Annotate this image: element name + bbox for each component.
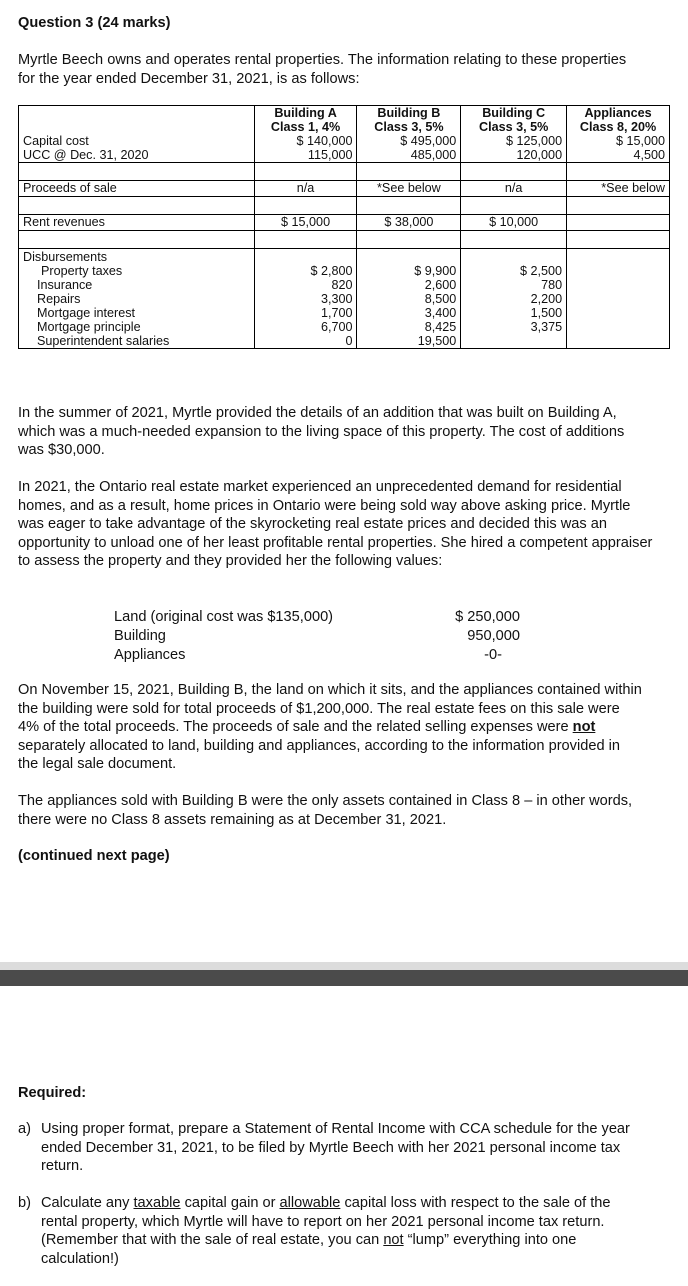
cell-value: 2,600 [424, 278, 457, 292]
required-a-marker: a) [18, 1121, 31, 1137]
cell-value: $ 140,000 [296, 134, 353, 148]
paragraph-addition: In the summer of 2021, Myrtle provided the details of an addition that was built on Building A, which was a much-needed expansion to the living space of this property. The cost of additions was $30,000. [18, 405, 625, 459]
cell-value: 2,200 [530, 292, 563, 306]
col-header-name: Appliances [584, 106, 652, 120]
appraisal-label: Appliances [114, 647, 186, 663]
rent-row [19, 215, 670, 231]
col-header-class: Class 1, 4% [270, 120, 341, 134]
row-label: Proceeds of sale [19, 181, 255, 197]
row-label: Repairs [37, 292, 81, 306]
page-gap [0, 962, 688, 970]
disbursements-row [19, 249, 670, 349]
col-header-name: Building C [482, 106, 546, 120]
appraisal-label: Land (original cost was $135,000) [114, 609, 334, 625]
cell-value: 3,300 [320, 292, 353, 306]
row-label: UCC @ Dec. 31, 2020 [23, 148, 149, 162]
cell-value: $ 2,500 [520, 264, 563, 278]
paragraph-class8: The appliances sold with Building B were the only assets contained in Class 8 – in other words, there were no Class 8 assets remaining as at December 31, 2021. [18, 793, 633, 828]
b-underlined: taxable [133, 1195, 181, 1211]
spacer-row [19, 197, 670, 215]
appraisal-label: Building [114, 628, 166, 644]
cell-value: $ 15,000 [254, 215, 357, 231]
sale-text: separately allocated to land, building and appliances, according to the information provided in the legal sale document. [18, 737, 620, 773]
row-label: Superintendent salaries [37, 334, 170, 348]
appraisal-value: -0- [484, 647, 502, 663]
col-header-class: Class 8, 20% [579, 120, 657, 134]
cell-value: 3,375 [530, 320, 563, 334]
b-underlined: not [383, 1232, 404, 1249]
cell-value: 485,000 [410, 148, 457, 162]
cell-value: 8,500 [424, 292, 457, 306]
spacer-row [19, 231, 670, 249]
b-text: capital loss with respect to the sale of the rental property, which Myrtle will have to report on her 2021 personal income tax return. (Remember that with the sale of real estate, you can [41, 1195, 611, 1249]
proceeds-row [19, 181, 670, 197]
b-text: Calculate any [41, 1195, 134, 1211]
paragraph-sale [18, 681, 643, 774]
required-a-text: Using proper format, prepare a Statement of Rental Income with CCA schedule for the year ended December 31, 2021, to be filed by Myrtle Beech with her 2021 personal income tax return. [41, 1121, 630, 1175]
cell-value: 120,000 [516, 148, 563, 162]
row-label: Mortgage interest [37, 306, 136, 320]
property-table [18, 105, 670, 349]
cell-value: 3,400 [424, 306, 457, 320]
appraisal-value: $ 250,000 [455, 609, 520, 625]
cell-value: 19,500 [417, 334, 457, 348]
continued-note: (continued next page) [18, 848, 170, 864]
sale-text: On November 15, 2021, Building B, the land on which it sits, and the appliances contained within the building were sold for total proceeds of $1,200,000. The real estate fees on this sale were 4% of the total proceeds. The proceeds of sale and the related selling expenses were [18, 682, 642, 736]
required-b-text [41, 1194, 651, 1268]
cell-value: n/a [254, 181, 357, 197]
b-underlined: allowable [279, 1195, 341, 1211]
row-label: Property taxes [41, 264, 123, 278]
cell-value: 1,500 [530, 306, 563, 320]
cell-value: $ 10,000 [461, 215, 567, 231]
header-row [19, 106, 670, 135]
row-label: Insurance [37, 278, 93, 292]
appraisal-value: 950,000 [467, 628, 520, 644]
sale-emphasis: not [572, 719, 596, 736]
cell-value: 6,700 [320, 320, 353, 334]
required-heading: Required: [18, 1085, 87, 1101]
cell-value: 1,700 [320, 306, 353, 320]
cell-value: 780 [541, 278, 563, 292]
col-header-class: Class 3, 5% [479, 120, 549, 134]
appraisal-values [430, 608, 520, 665]
cell-value: 115,000 [307, 148, 353, 162]
page-divider [0, 970, 688, 986]
cell-value: $ 2,800 [310, 264, 353, 278]
row-label: Capital cost [23, 134, 89, 148]
cell-value: $ 495,000 [400, 134, 457, 148]
row-label: Rent revenues [19, 215, 255, 231]
cell-value: $ 9,900 [414, 264, 457, 278]
intro-paragraph: Myrtle Beech owns and operates rental properties. The information relating to these properties for the year ended December 31, 2021, is as follows: [18, 52, 627, 87]
cell-value: $ 125,000 [506, 134, 563, 148]
appraisal-labels [114, 608, 333, 665]
paragraph-market: In 2021, the Ontario real estate market experienced an unprecedented demand for residential homes, and as a result, home prices in Ontario were being sold way above asking price. Myrtle was eager to take advantage of the skyrocketing real estate prices and decided this was an opportunity to unload one of her least profitable rental properties. She hired a competent appraiser to assess the property and they provided her the following values: [18, 479, 653, 570]
cell-value: 4,500 [633, 148, 665, 162]
col-header-name: Building A [274, 106, 337, 120]
spacer-row [19, 163, 670, 181]
col-header-class: Class 3, 5% [374, 120, 444, 134]
disbursements-label: Disbursements [23, 250, 107, 264]
col-header-name: Building B [377, 106, 441, 120]
cell-value: 820 [331, 278, 353, 292]
row-label: Mortgage principle [37, 320, 141, 334]
cell-value [567, 215, 670, 231]
question-title: Question 3 (24 marks) [18, 15, 171, 31]
b-text: “lump” everything into one calculation!) [41, 1232, 577, 1267]
cell-value: *See below [357, 181, 461, 197]
cell-value: n/a [461, 181, 567, 197]
cell-value: *See below [567, 181, 670, 197]
cell-value: 8,425 [424, 320, 457, 334]
capital-cost-row [19, 134, 670, 163]
cell-value: $ 38,000 [357, 215, 461, 231]
cell-value: 0 [345, 334, 353, 348]
b-text: capital gain or [180, 1195, 280, 1211]
cell-value: $ 15,000 [615, 134, 665, 148]
required-b-marker: b) [18, 1195, 31, 1211]
